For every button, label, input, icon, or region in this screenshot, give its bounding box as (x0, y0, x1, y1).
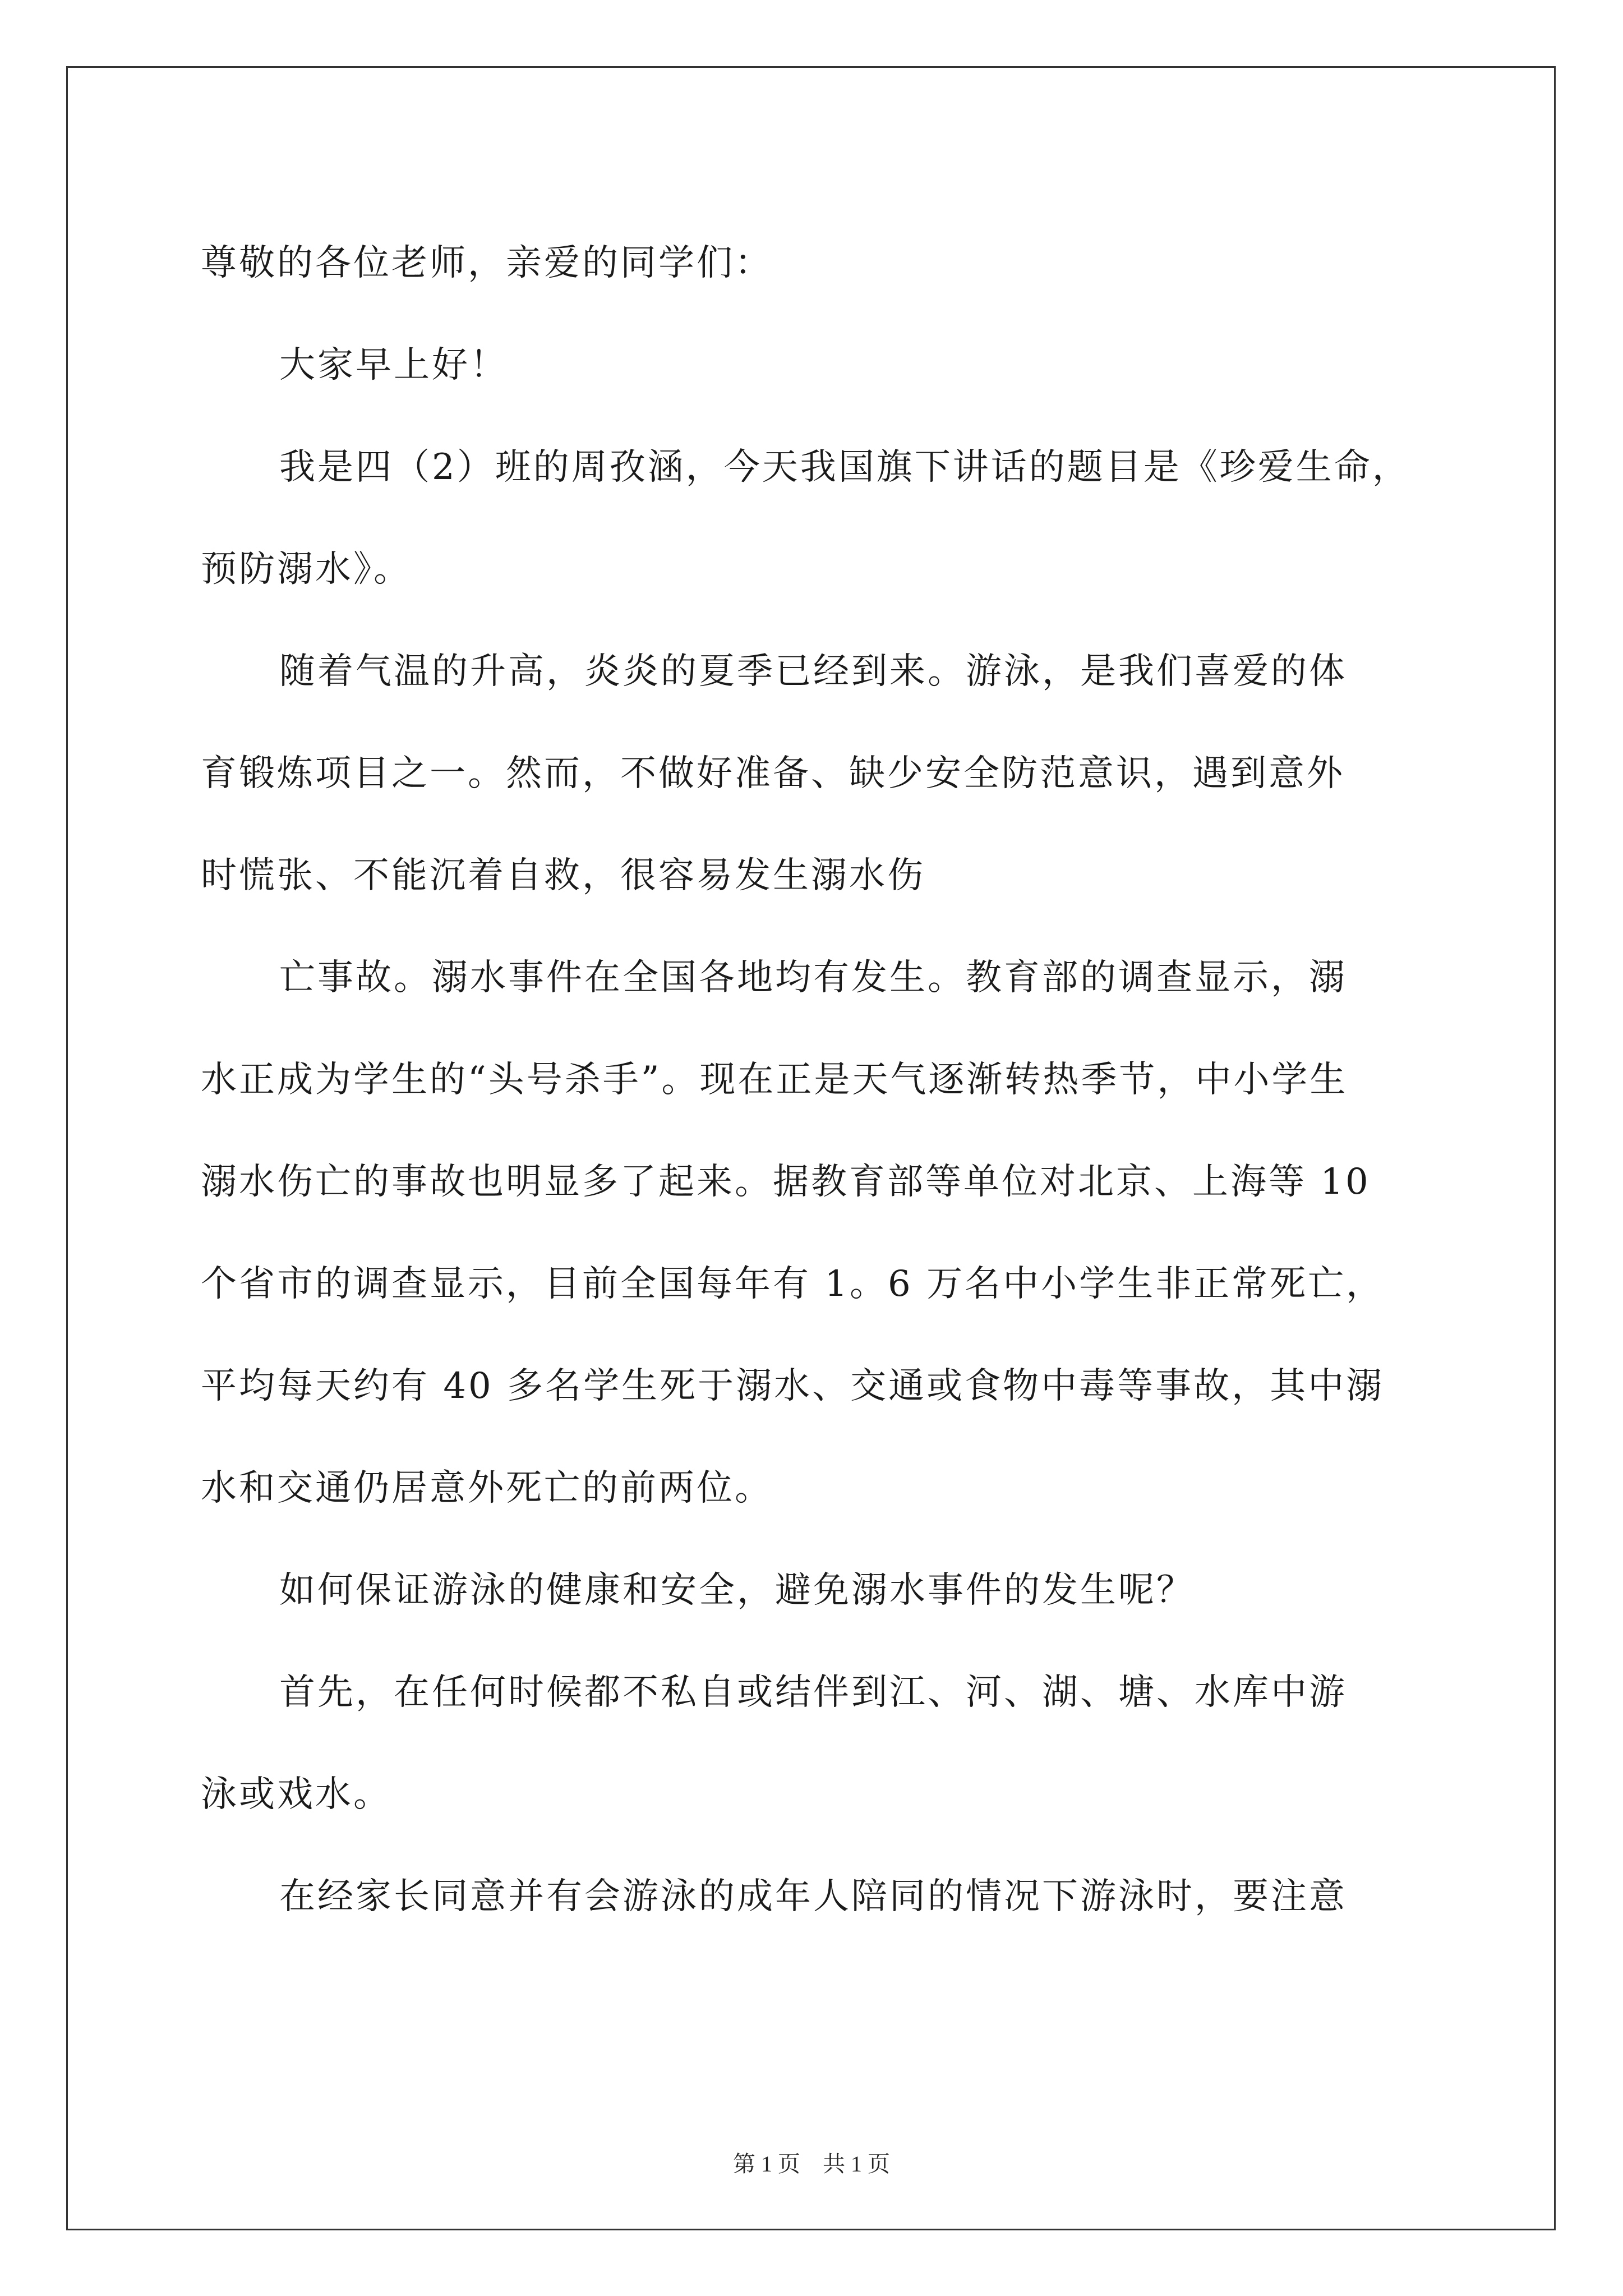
document-body (201, 212, 1428, 1948)
salutation: 尊敬的各位老师，亲爱的同学们： (201, 242, 773, 284)
paragraph-line: 如何保证游泳的健康和安全，避免溺水事件的发生呢？ (279, 1570, 1195, 1611)
paragraph-line: 时慌张、不能沉着自救，很容易发生溺水伤 (201, 855, 925, 896)
paragraph-line: 溺水伤亡的事故也明显多了起来。据教育部等单位对北京、上海等 10 (201, 1161, 1371, 1203)
paragraph-line: 预防溺水》。 (201, 549, 412, 590)
paragraph-line: 亡事故。溺水事件在全国各地均有发生。教育部的调查显示，溺 (279, 957, 1347, 999)
greeting: 大家早上好！ (279, 344, 508, 386)
paragraph-line: 首先，在任何时候都不私自或结伴到江、河、湖、塘、水库中游 (279, 1672, 1347, 1713)
page-number: 第 1 页 (733, 2151, 800, 2177)
paragraph-line: 在经家长同意并有会游泳的成年人陪同的情况下游泳时，要注意 (279, 1876, 1347, 1917)
paragraph-line: 育锻炼项目之一。然而，不做好准备、缺少安全防范意识，遇到意外 (201, 753, 1345, 794)
page-total: 共 1 页 (823, 2151, 890, 2177)
paragraph-line: 水和交通仍居意外死亡的前两位。 (201, 1467, 773, 1509)
page-footer (0, 2146, 1623, 2178)
paragraph-line: 平均每天约有 40 多名学生死于溺水、交通或食物中毒等事故，其中溺 (201, 1365, 1385, 1407)
paragraph-line: 水正成为学生的“头号杀手”。现在正是天气逐渐转热季节，中小学生 (201, 1059, 1348, 1101)
paragraph-line: 个省市的调查显示，目前全国每年有 1。6 万名中小学生非正常死亡， (201, 1263, 1385, 1305)
paragraph-line: 我是四（2）班的周孜涵，今天我国旗下讲话的题目是《珍爱生命， (279, 447, 1410, 488)
paragraph-line: 泳或戏水。 (201, 1774, 391, 1815)
paragraph-line: 随着气温的升高，炎炎的夏季已经到来。游泳，是我们喜爱的体 (279, 651, 1347, 692)
